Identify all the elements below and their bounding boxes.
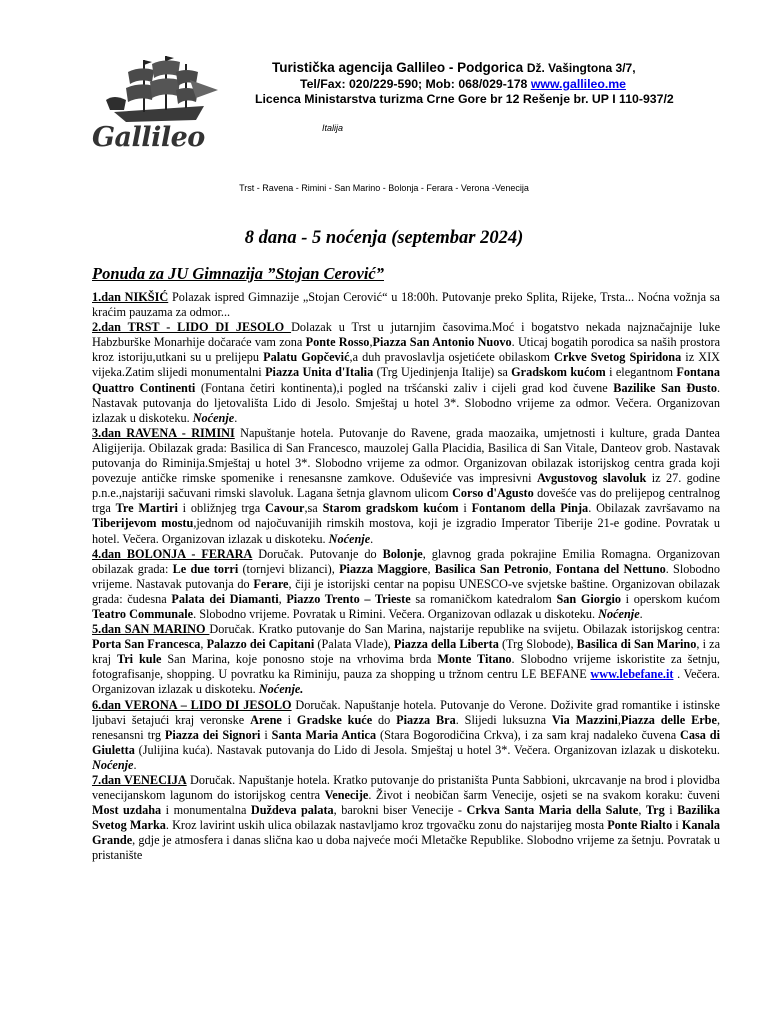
day-text: , xyxy=(638,803,646,818)
contact-line xyxy=(300,77,626,91)
day-text: . Uticaj bogatih porodica sa naših prostora kroz istoriju,utkani su u prelijepu xyxy=(92,335,720,365)
day-heading: 5.dan SAN MARINO xyxy=(92,622,210,637)
web-link[interactable]: www.lebefane.it xyxy=(590,667,674,682)
landmark-name: Gradskom kućom xyxy=(511,365,606,380)
day-text: , barokni biser Venecije - xyxy=(333,803,467,818)
day-text: Doručak. Napuštanje hotela. Kratko putovanje do pristaništa Punta Sabbioni, ukrcavanje na brod i plovidba venecijanskom lagunom do istorijskog centra xyxy=(92,773,720,803)
day-text: ,jednom od najočuvanijih rimskih mostova, koji je izgradio Imperator Tiberije 21-e godine. Povratak u hotel. Večera. Organizovan izlazak u diskoteku. xyxy=(92,516,720,546)
landmark-name: Arene xyxy=(250,712,282,727)
day-text: i xyxy=(260,727,272,742)
landmark-name: Tri kule xyxy=(116,652,162,667)
landmark-name: Fontana Quattro Continenti xyxy=(92,365,720,395)
day-text: i monumentalna xyxy=(161,803,251,818)
landmark-name: Basilica di San Marino xyxy=(576,637,697,652)
day-text: (Fontana četiri kontinenta),i pogled na tršćanski zaliv i cijeli grad kod čuvene xyxy=(195,380,614,395)
gallileo-logo xyxy=(92,50,222,160)
day-text: iz 27. godine p.n.e.,najstariji sačuvani rimski slavoluk. Lagana šetnja glavnom ulicom xyxy=(92,471,720,501)
day-text: i xyxy=(281,712,297,727)
day-text: , glavnog grada pokrajine Emilia Romagna. Organizovan obilazak grada: xyxy=(92,546,720,576)
day-text: , xyxy=(548,561,556,576)
logo-text: Gallileo xyxy=(92,122,205,153)
day-text: . Obilazak završavamo na xyxy=(588,501,720,516)
landmark-name: Crkve Svetog Spiridona xyxy=(553,350,682,365)
day-text: . Kroz lavirint uskih ulica obilazak nastavljamo kroz trgovačku zonu do najstarijeg mosta xyxy=(165,818,608,833)
day-heading: 7.dan VENECIJA xyxy=(92,773,187,787)
day-paragraph xyxy=(92,547,720,622)
country-label: Italija xyxy=(322,123,344,133)
day-text: iz XIX vijeka.Zatim slijedi monumentalni xyxy=(92,350,720,380)
day-text: , xyxy=(369,335,373,350)
day-text: . xyxy=(234,410,238,425)
landmark-name: Casa di Giuletta xyxy=(92,727,720,757)
landmark-name: Bazilika Svetog Marka xyxy=(92,803,720,833)
day-text: , xyxy=(617,712,621,727)
day-text: (Palata Vlade), xyxy=(314,637,394,652)
landmark-name: Avgustovog slavoluk xyxy=(536,471,647,486)
landmark-name: Tiberijevom mostu xyxy=(92,516,194,531)
day-heading: 3.dan RAVENA - RIMINI xyxy=(92,425,235,440)
landmark-name: Piazza Bra xyxy=(396,712,456,727)
landmark-name: Crkva Santa Maria della Salute xyxy=(466,803,639,818)
landmark-name: Gradske kuće xyxy=(296,712,373,727)
day-text: . xyxy=(639,606,643,621)
landmark-name: Bazilike San Đusto xyxy=(613,380,717,395)
day-text: i xyxy=(664,803,678,818)
day-text: . Slobodno vrijeme. Nastavak putovanja do xyxy=(92,561,720,591)
agency-name: Turistička agencija Gallileo - Podgorica xyxy=(272,60,524,75)
itinerary-body xyxy=(92,290,720,1020)
day-text: (Trg Slobode), xyxy=(498,637,577,652)
day-text: (Stara Bogorodičina Crkva), i za sam kraj nadaleko čuvena xyxy=(376,727,681,742)
day-text: , xyxy=(427,561,435,576)
landmark-name: Tre Martiri xyxy=(115,501,178,516)
day-text: . Nastavak putovanja do ljetovališta Lido di Jesolo. Smještaj u hotel 3*. Slobodno vrijeme za odmor. Večera. Organizovan izlazak u diskoteku. xyxy=(92,380,720,425)
ship-icon xyxy=(92,50,222,130)
landmark-name: Le due torri xyxy=(172,561,239,576)
offer-heading: Ponuda za JU Gimnazija ”Stojan Cerović” xyxy=(92,264,384,283)
day-text: . Život i neobičan šarm Venecije, osjeti se na svakom koraku: čuveni xyxy=(368,788,720,803)
day-text: , čiji je istorijski centar na popisu UNESCO-ve svjetske baštine. Organizovan obilazak grada: čudesna xyxy=(92,576,720,606)
landmark-name: Cavour xyxy=(264,501,305,516)
landmark-name: Starom gradskom kućom xyxy=(322,501,459,516)
landmark-name: Bolonje xyxy=(382,546,423,561)
day-text: ,sa xyxy=(304,501,323,516)
landmark-name: Piazza San Antonio Nuovo xyxy=(372,335,512,350)
day-paragraph xyxy=(92,320,720,426)
day-text: . xyxy=(370,531,374,546)
landmark-name: Piazza delle Erbe xyxy=(620,712,717,727)
day-text: i xyxy=(672,818,682,833)
day-text: Polazak ispred Gimnazije „Stojan Cerović“ u 18:00h. Putovanje preko Splita, Rijeke, Trsta... Noćna vožnja sa kraćim pauzama za odmor... xyxy=(92,290,720,320)
day-text: i operskom kućom xyxy=(621,591,720,606)
landmark-name: Monte Titano xyxy=(437,652,512,667)
day-text: (Julijina kuća). Nastavak putovanja do Lido di Jesola. Smještaj u hotel 3*. Večera. Organizovan izlazak u diskoteku. xyxy=(134,742,720,757)
landmark-name: Duždeva palata xyxy=(250,803,334,818)
day-heading: 6.dan VERONA – LIDO DI JESOLO xyxy=(92,697,292,712)
landmark-name: Santa Maria Antica xyxy=(271,727,377,742)
day-paragraph xyxy=(92,426,720,547)
landmark-name: Fontanom della Pinja xyxy=(471,501,589,516)
day-text: Napuštanje hotela. Putovanje do Ravene, grada maozaika, umjetnosti i kulture, grada Dantea Aligijerija. Obilazak grada: Basilica di San Francesco, mauzolej Galla Placidia, Basilica di San Vitale, Danteov grob. Nastavak putovanja do Riminija.Smještaj u hotel 3*. Slobodno vrijeme za odmor. Organizovan obilazak istorijskog centra grada koji povezuje antičke rimske spomenike i renesansne zamkove. Oduševiće vas impresivni xyxy=(92,425,720,486)
landmark-name: Piazzo Trento – Trieste xyxy=(286,591,411,606)
landmark-name: Palazzo dei Capitani xyxy=(206,637,315,652)
landmark-name: Fontana del Nettuno xyxy=(555,561,666,576)
day-text: San Marina, koje ponosno stoje na vrhovima brda xyxy=(161,652,438,667)
overnight-label: Noćenje xyxy=(92,757,134,772)
day-paragraph xyxy=(92,290,720,320)
page-title: 8 dana - 5 noćenja (septembar 2024) xyxy=(244,228,524,248)
day-text: . Slijedi luksuzna xyxy=(455,712,552,727)
agency-address: Dž. Vašingtona 3/7, xyxy=(526,61,636,75)
landmark-name: Palata dei Diamanti xyxy=(171,591,279,606)
day-text: (Trg Ujedinjenja Italije) sa xyxy=(373,365,512,380)
landmark-name: Palatu Gopčević xyxy=(263,350,350,365)
overnight-label: Noćenje. xyxy=(258,682,304,697)
landmark-name: Via Mazzini xyxy=(551,712,618,727)
day-text: . Večera. Organizovan izlazak u diskoteku. xyxy=(92,667,720,697)
landmark-name: Porta San Francesca xyxy=(92,637,201,652)
day-heading: 2.dan TRST - LIDO DI JESOLO xyxy=(92,320,292,335)
day-text: i obližnjeg trga xyxy=(177,501,265,516)
day-text: Dolazak u Trst u jutarnjim časovima.Moć i bogatstvo nekada najznačajnije luke Habzburške Monarhije dočaraće vam zona xyxy=(92,320,720,350)
landmark-name: Piazza Maggiore xyxy=(339,561,428,576)
landmark-name: Ponte Rosso xyxy=(305,335,370,350)
day-text: dovešće vas do prelijepog centralnog trga xyxy=(92,486,720,516)
day-text: Doručak. Napuštanje hotela. Putovanje do Verone. Doživite grad romantike i istinske ljubavi šetajući kraj veronske xyxy=(92,697,720,727)
agency-line xyxy=(272,60,636,75)
landmark-name: Basilica San Petronio xyxy=(434,561,549,576)
landmark-name: Piazza Unita d'Italia xyxy=(265,365,374,380)
day-heading: 4.dan BOLONJA - FERARA xyxy=(92,546,253,561)
license-line: Licenca Ministarstva turizma Crne Gore br 12 Rešenje br. UP I 110-937/2 xyxy=(255,92,674,106)
day-text: , xyxy=(278,591,287,606)
day-text: i xyxy=(458,501,472,516)
day-paragraph xyxy=(92,773,720,864)
day-text: sa romaničkom katedralom xyxy=(410,591,557,606)
day-paragraph xyxy=(92,622,720,697)
day-text: . Slobodno vrijeme iskoristite za šetnju, fotografisanje, shopping. U povratku ka Riminiju, pauza za shopping u tržnom centru LE BEFANE xyxy=(92,652,720,682)
landmark-name: Ponte Rialto xyxy=(607,818,673,833)
day-text: , i za kraj xyxy=(92,637,720,667)
landmark-name: San Giorgio xyxy=(556,591,622,606)
landmark-name: Piazza dei Signori xyxy=(164,727,261,742)
day-heading: 1.dan NIKŠIĆ xyxy=(92,290,169,304)
landmark-name: Teatro Communale xyxy=(92,606,194,621)
landmark-name: Corso d'Agusto xyxy=(452,486,534,501)
day-text: ,a duh pravoslavlja osjetićete obilaskom xyxy=(349,350,554,365)
day-text: do xyxy=(372,712,397,727)
day-text: Doručak. Kratko putovanje do San Marina, najstarije republike na svijetu. Obilazak istorijskog centra: xyxy=(209,622,720,637)
day-text: i elegantnom xyxy=(605,365,677,380)
day-text: (tornjevi blizanci), xyxy=(238,561,340,576)
day-paragraph xyxy=(92,698,720,773)
website-link[interactable]: www.gallileo.me xyxy=(530,77,627,91)
landmark-name: Piazza della Liberta xyxy=(393,637,499,652)
landmark-name: Venecije xyxy=(324,788,369,803)
overnight-label: Noćenje xyxy=(192,410,235,425)
landmark-name: Kanala Grande xyxy=(92,818,720,848)
landmark-name: Ferare xyxy=(253,576,289,591)
day-text: , renesansni trg xyxy=(92,712,720,742)
overnight-label: Noćenje xyxy=(328,531,371,546)
day-text: , gdje je atmosfera i danas slična kao u doba najveće moći Mletačke Republike. Slobodno vrijeme za šetnju. Povratak u pristanište xyxy=(92,833,720,863)
day-text: , xyxy=(200,637,207,652)
landmark-name: Most uzdaha xyxy=(92,803,162,818)
landmark-name: Trg xyxy=(645,803,665,818)
overnight-label: Noćenje xyxy=(598,606,640,621)
phone-text: Tel/Fax: 020/229-590; Mob: 068/029-178 xyxy=(300,77,528,91)
day-text: . xyxy=(133,757,137,772)
day-text: Doručak. Putovanje do xyxy=(252,546,383,561)
day-text: . Slobodno vrijeme. Povratak u Rimini. Večera. Organizovan odlazak u diskoteku. xyxy=(193,606,599,621)
route-line: Trst - Ravena - Rimini - San Marino - Bolonja - Ferara - Verona -Venecija xyxy=(239,183,529,193)
